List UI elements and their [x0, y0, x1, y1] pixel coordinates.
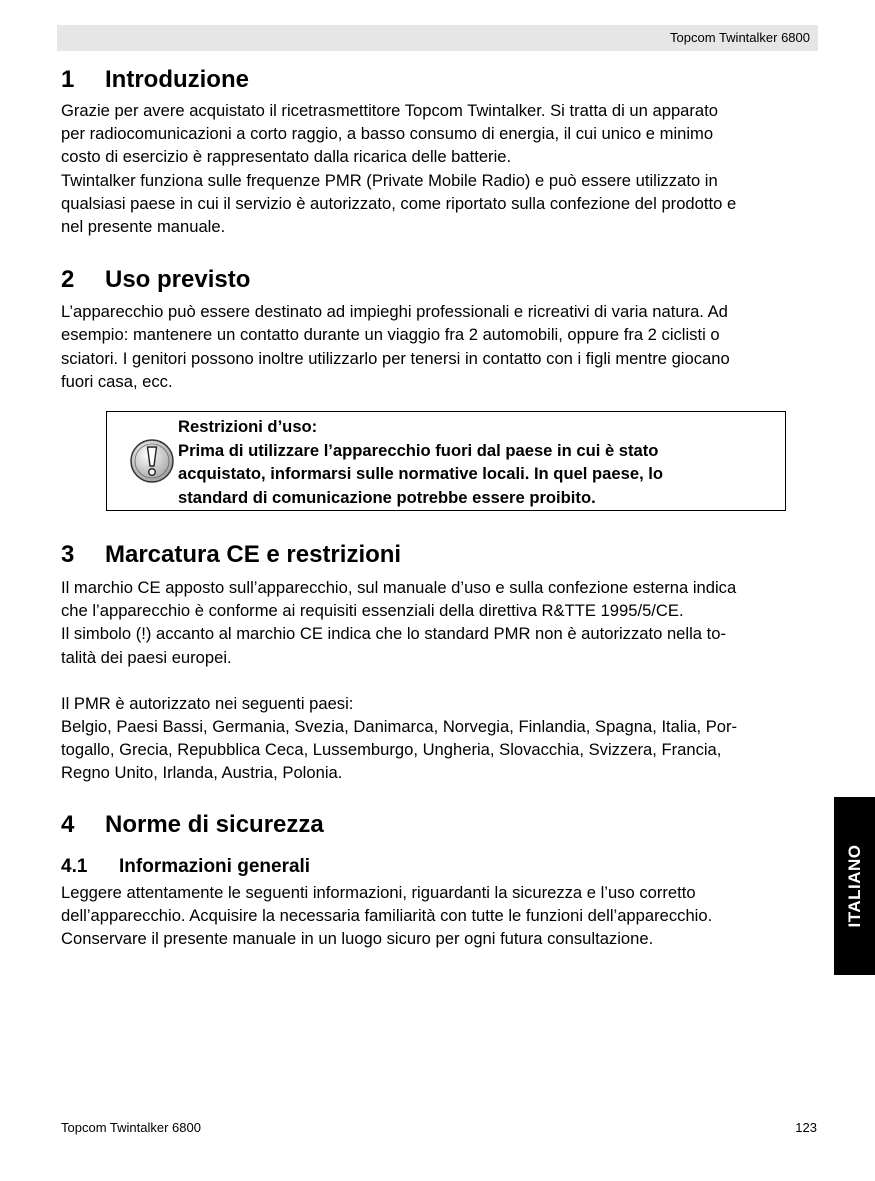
- section-4-1-heading: 4.1 Informazioni generali: [61, 855, 311, 877]
- language-tab: [834, 797, 875, 975]
- section-3-paragraph-1: Il marchio CE apposto sull’apparecchio, sul manuale d’uso e sulla confezione esterna indica che l’apparecchio è conforme ai requisiti essenziali della direttiva R&TTE 1995/5/CE. Il simbolo (!) accanto al marchio CE indica che lo standard PMR non è autorizzato nella to- talità dei paesi europei.: [61, 578, 737, 667]
- section-1-paragraph: Grazie per avere acquistato il ricetrasmettitore Topcom Twintalker. Si tratta di un apparato per radiocomunicazioni a corto raggio, a basso consumo di energia, il cui unico e minimo costo di esercizio è rappresentato dalla ricarica delle batterie. Twintalker funziona sulle frequenze PMR (Private Mobile Radio) e può essere utilizzato in qualsiasi paese in cui il servizio è autorizzato, come riportato sulla confezione del prodotto e nel presente manuale.: [61, 101, 737, 237]
- warning-text: Restrizioni d’uso: Prima di utilizzare l’apparecchio fuori dal paese in cui è stato acquistato, informarsi sulle normative locali. In quel paese, lo standard di comunicazione potrebbe essere proibito.: [178, 417, 664, 507]
- running-header: [57, 25, 818, 51]
- page-content: [61, 62, 821, 950]
- running-header-title: Topcom Twintalker 6800: [670, 30, 810, 45]
- section-2-paragraph: L’apparecchio può essere destinato ad impieghi professionali e ricreativi di varia natura. Ad esempio: mantenere un contatto durante un viaggio fra 2 automobili, oppure fra 2 ciclisti o sciatori. I genitori possono inoltre utilizzarlo per tenersi in contatto con i figli mentre giocano fuori casa, ecc.: [61, 302, 730, 391]
- section-2-heading: 2 Uso previsto: [61, 266, 251, 294]
- section-4-heading: 4 Norme di sicurezza: [61, 810, 324, 838]
- footer-title: Topcom Twintalker 6800: [61, 1120, 201, 1135]
- page-number: 123: [795, 1120, 817, 1135]
- warning-title: Restrizioni d’uso:: [178, 417, 318, 437]
- section-3-heading: 3 Marcatura CE e restrizioni: [61, 541, 402, 569]
- section-3-paragraph-2: Il PMR è autorizzato nei seguenti paesi: Belgio, Paesi Bassi, Germania, Svezia, Danimarca, Norvegia, Finlandia, Spagna, Italia, Por- togallo, Grecia, Repubblica Ceca, Lussemburgo, Ungheria, Slovacchia, Svizzera, Francia, Regno Unito, Irlanda, Austria, Polonia.: [61, 693, 738, 783]
- warning-box: [106, 411, 786, 511]
- language-tab-label: ITALIANO: [844, 844, 864, 928]
- section-4-1-paragraph: Leggere attentamente le seguenti informazioni, riguardanti la sicurezza e l’uso corretto dell’apparecchio. Acquisire la necessaria familiarità con tutte le funzioni dell’apparecchio. Conservare il presente manuale in un luogo sicuro per ogni futura consultazione.: [61, 882, 713, 949]
- section-1-heading: 1 Introduzione: [61, 66, 249, 93]
